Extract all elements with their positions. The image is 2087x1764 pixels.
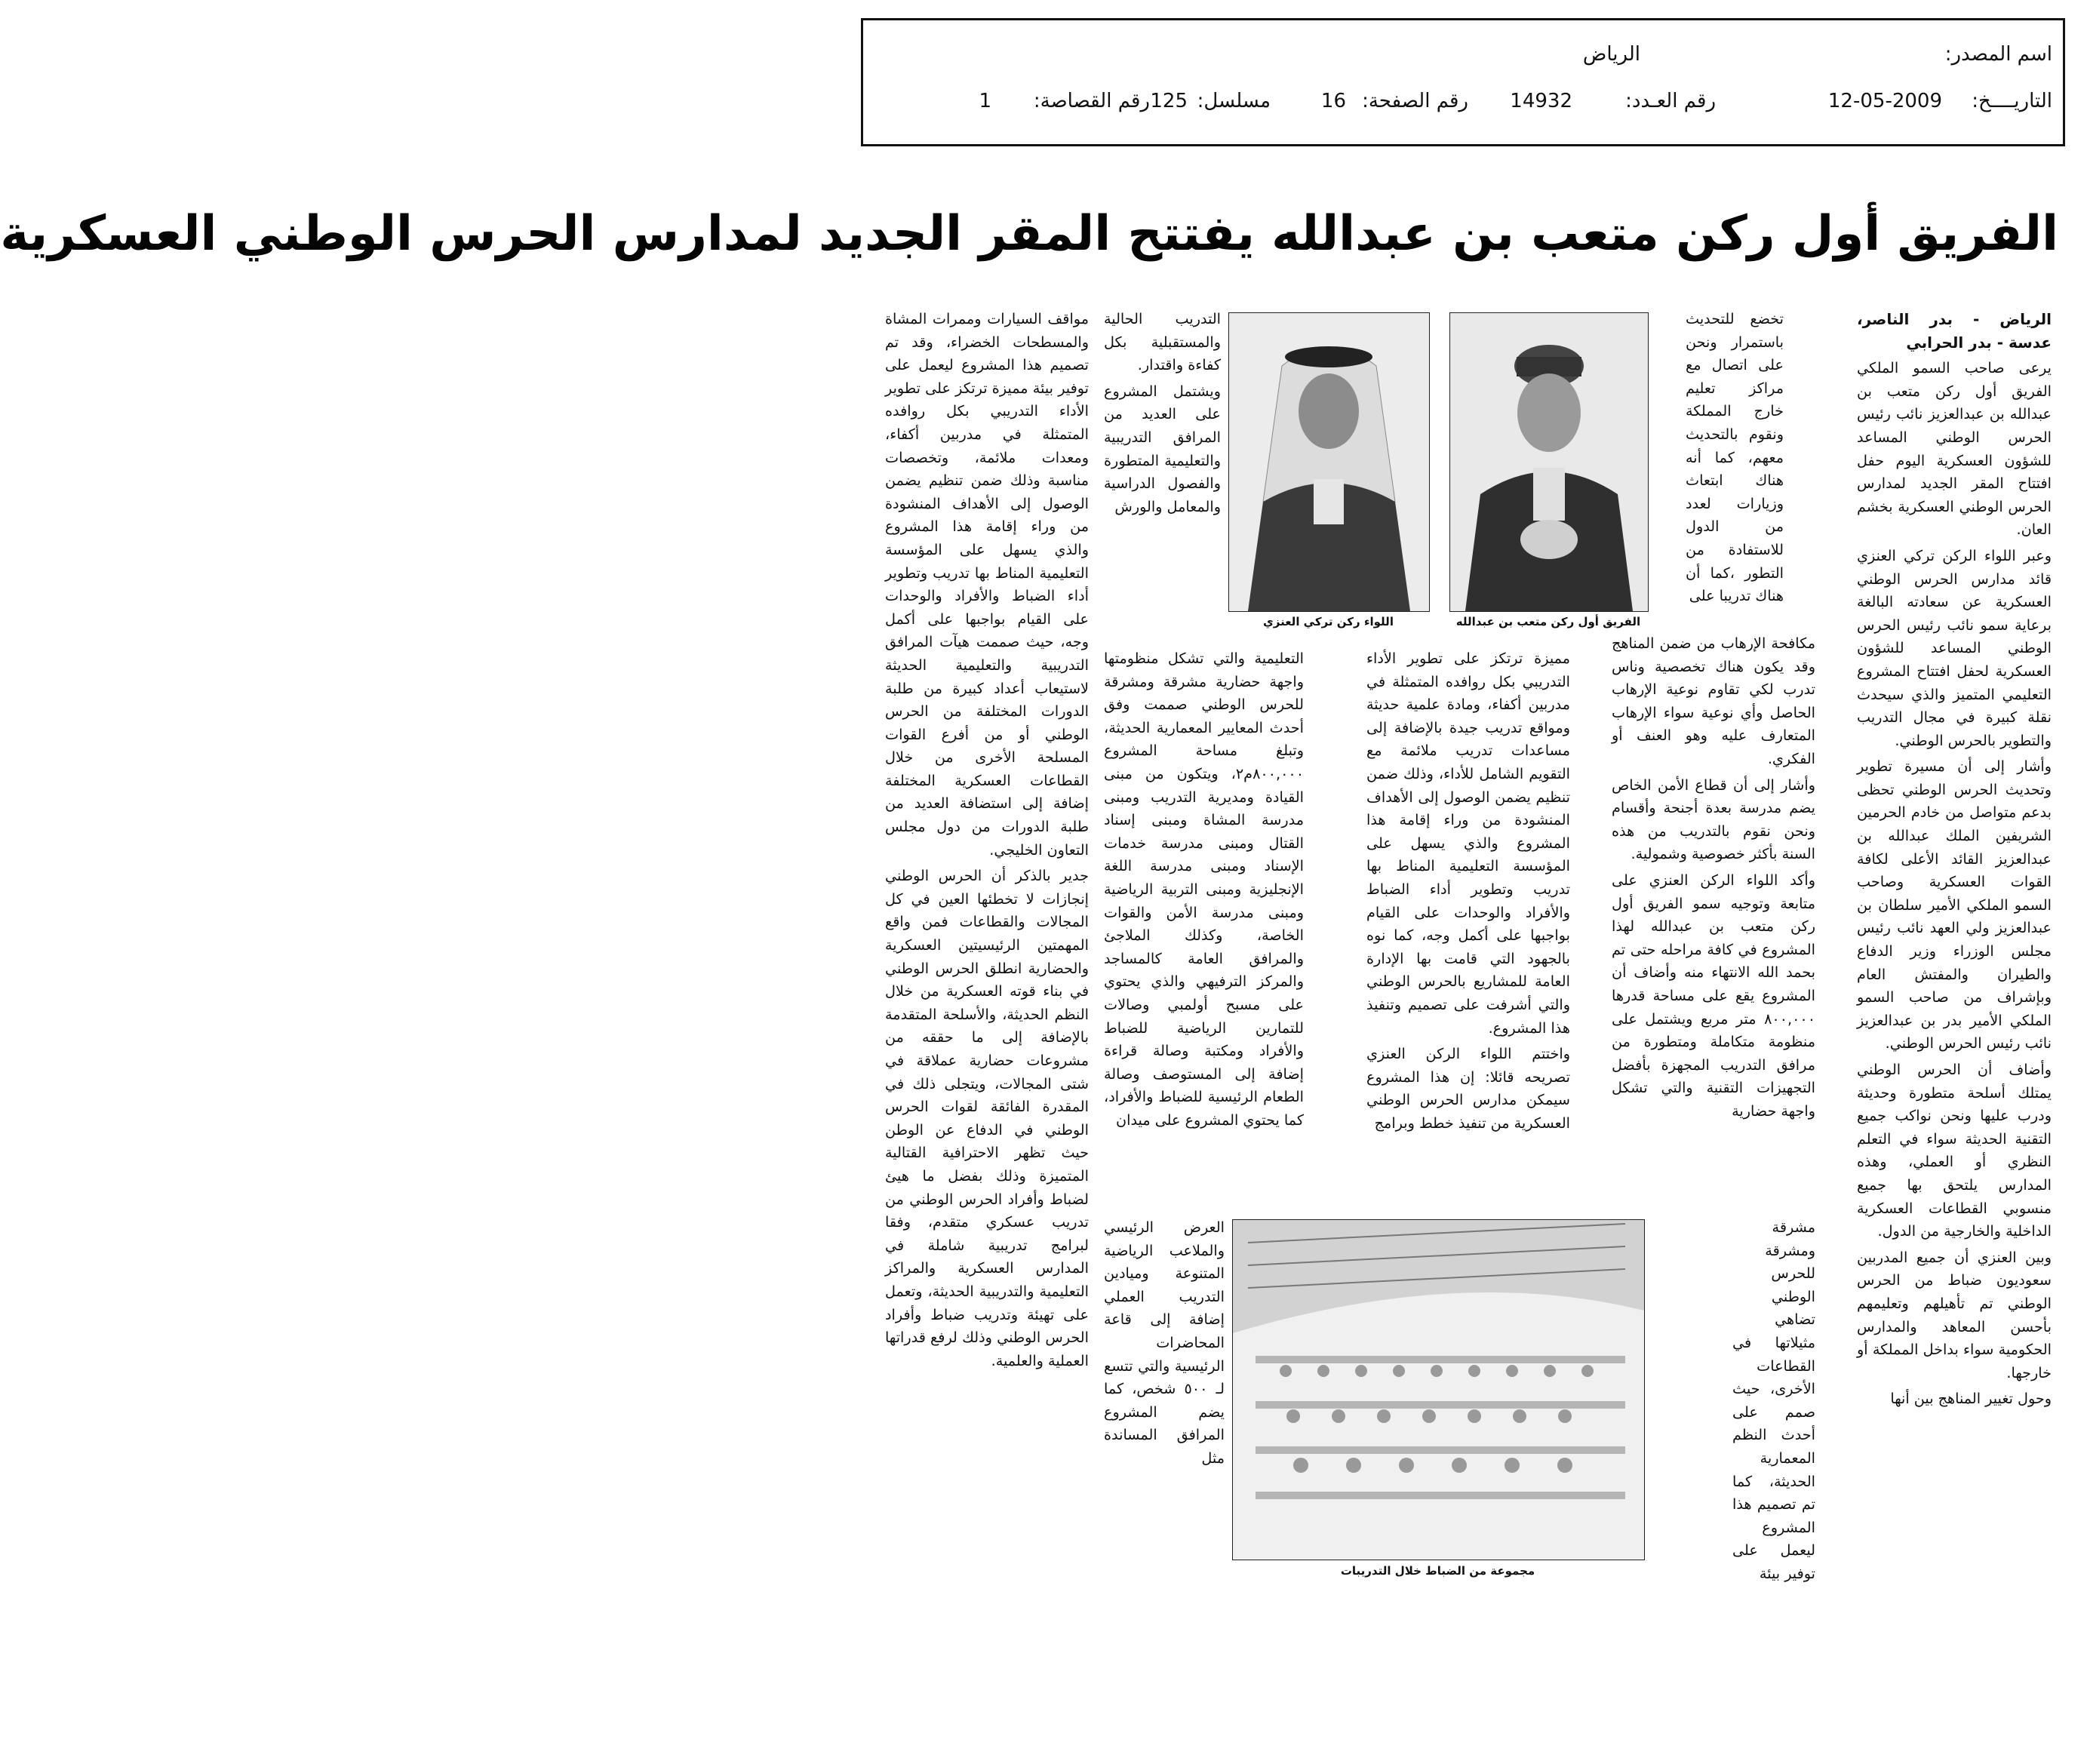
serial-value: 125 [1150,90,1188,112]
paragraph: وعبر اللواء الركن تركي العنزي قائد مدارس الحرس الوطني العسكرية عن سعادته البالغة برعاية سمو نائب رئيس الحرس الوطني المساعد للشؤون العسكرية لحفل افتتاح المشروع التعليمي المتميز والذي سيحدث نقلة كبيرة في مجال التدريب والتطوير بالحرس الوطني. [1857,546,2052,749]
article-byline: الرياض - بدر الناصر، عدسة - بدر الحرابي [1857,310,2052,352]
clip-label: رقم القصاصة: [1033,90,1150,112]
paragraph: ويشتمل المشروع على العديد من المرافق التدريبية والتعليمية المتطورة والفصول الدراسية والمعامل والورش [1104,382,1221,515]
article-column-2-bottom [1732,1216,1815,1582]
article-column-4-top [1104,308,1221,640]
paragraph: وبين العنزي أن جميع المدربين سعوديون ضباط من الحرس الوطني تم تأهيلهم وتعليمهم بأحسن المعاهد والمدارس الحكومية سواء بداخل المملكة أو خارجها. [1857,1248,2052,1381]
source-value: الرياض [1582,43,1640,66]
page-value: 16 [1320,90,1346,112]
article-column-2-top [1686,308,1784,605]
article-headline: الفريق أول ركن متعب بن عبدالله يفتتح المقر الجديد لمدارس الحرس الوطني العسكرية [0,206,2058,262]
paragraph: التعليمية والتي تشكل منظومتها واجهة حضارية مشرقة ومشرقة للحرس الوطني صممت وفق أحدث المعايير المعمارية الحديثة، وتبلغ مساحة المشروع ٨٠٠,٠٠٠م٢، ويتكون من مبنى القيادة ومديرية التدريب ومبنى مدرسة المشاة ومبنى إسناد القتال ومبنى مدرسة خدمات الإسناد ومبنى مدرسة اللغة الإنجليزية ومبنى التربية الرياضية ومبنى مدرسة الأمن والقوات الخاصة، وكذلك الملاجئ والمرافق العامة كالمساجد والمركز الترفيهي والذي يحتوي على مسبح أولمبي وصالات للتمارين الرياضية للضباط والأفراد ومكتبة وصالة قراءة إضافة إلى المستوصف وصالة الطعام الرئيسية للضباط والأفراد، كما يحتوي المشروع على ميدان [1104,650,1304,1129]
article-column-4-mid [1104,647,1304,1213]
paragraph: مشرقة ومشرقة للحرس الوطني تضاهي مثيلاتها في القطاعات الأخرى، حيث صمم على أحدث النظم المعمارية الحديثة، كما تم تصميم هذا المشروع ليعمل على توفير بيئة [1732,1219,1815,1582]
paragraph: جدير بالذكر أن الحرس الوطني إنجازات لا تخطئها العين في كل المجالات والقطاعات فمن واقع المهمتين الرئيسيتين العسكرية والحضارية انطلق الحرس الوطني في بناء قوته العسكرية من خلال النظم الحديثة، والأسلحة المتقدمة بالإضافة إلى ما حققه من مشروعات حضارية عملاقة في شتى المجالات، ويتجلى ذلك في المقدرة الفائقة لقوات الحرس الوطني في الدفاع عن الوطن حيث تظهر الاحترافية القتالية المتميزة وذلك بفضل ما هيئ لضباط وأفراد الحرس الوطني من تدريب عسكري متقدم، وفقا لبرامج تدريبية شاملة في المدارس العسكرية والمراكز التعليمية والتدريبية الحديثة، وتعمل على تهيئة وتدريب ضباط وأفراد الحرس الوطني وذلك لرفع قدراتها العملية والعلمية. [885,867,1089,1369]
article-column-4-bottom [1104,1216,1225,1563]
paragraph: وأكد اللواء الركن العنزي على متابعة وتوجيه سمو الفريق أول ركن متعب بن عبدالله لهذا المشروع في كافة مراحله حتى تم بحمد الله الانتهاء منه وأضاف أن المشروع يقع على مساحة قدرها ٨٠٠,٠٠٠ متر مربع ويشتمل على منظومة متكاملة ومتطورة من مرافق التدريب المجهزة بأفضل التجهيزات التقنية والتي تشكل واجهة حضارية [1612,871,1815,1120]
page-label: رقم الصفحة: [1362,90,1468,112]
article-column-5 [885,308,1089,1560]
photo-mutaib [1449,312,1649,612]
paragraph: مميزة ترتكز على تطوير الأداء التدريبي بكل روافده المتمثلة في مدربين أكفاء، ومادة علمية حديثة ومواقع تدريب جيدة بالإضافة إلى مساعدات تدريب ملائمة مع التقويم الشامل للأداء، وذلك ضمن تنظيم يضمن الوصول إلى الأهداف المنشودة من وراء إقامة هذا المشروع والذي يسهل على المؤسسة التعليمية المناط بها تدريب وتطوير أداء الضباط والأفراد والوحدات على القيام بواجبها على أكمل وجه، كما نوه بالجهود التي قامت بها الإدارة العامة للمشاريع بالحرس الوطني والتي أشرفت على تصميم وتنفيذ هذا المشروع. [1366,650,1570,1037]
issue-value: 14932 [1510,90,1572,112]
paragraph: وحول تغيير المناهج بين أنها [1890,1390,2052,1408]
paragraph: وأضاف أن الحرس الوطني يمتلك أسلحة متطورة وحديثة ودرب عليها ونحن نواكب جميع التقنية الحديثة سواء في التعلم النظري أو العملي، وهذه المدارس يلتحق بها جميع منسوبي القطاعات العسكرية الداخلية والخارجية من الدول. [1857,1061,2052,1240]
paragraph: تخضع للتحديث باستمرار ونحن على اتصال مع مراكز تعليم خارج المملكة ونقوم بالتحديث معهم، كما أنه هناك ابتعاث وزيارات لعدد من الدول للاستفادة من التطور ،كما أن هناك تدريبا على [1686,310,1784,605]
source-label: اسم المصدر: [1944,43,2052,66]
photo-caption: اللواء ركن تركي العنزي [1263,615,1394,628]
paragraph: وأشار إلى أن مسيرة تطوير وتحديث الحرس الوطني تحظى بدعم متواصل من خادم الحرمين الشريفين الملك عبدالله بن عبدالعزيز القائد الأعلى لكافة القوات العسكرية وصاحب السمو الملكي الأمير سلطان بن عبدالعزيز ولي العهد نائب رئيس مجلس الوزراء وزير الدفاع والطيران والمفتش العام وبإشراف من صاحب السمو الملكي الأمير بدر بن عبدالعزيز نائب رئيس الحرس الوطني. [1857,758,2052,1053]
photo-officers-training [1232,1219,1645,1560]
date-label: التاريــــخ: [1972,90,2052,112]
clip-value: 1 [979,90,991,112]
paragraph: مكافحة الإرهاب من ضمن المناهج وقد يكون هناك تخصصية وناس تدرب لكي تقاوم نوعية الإرهاب الحاصل وأي نوعية سواء الإرهاب المتعارف عليه وهو العنف أو الفكري. [1612,635,1815,767]
article-column-1 [1857,308,2052,1560]
issue-label: رقم العـدد: [1625,90,1716,112]
paragraph: وأشار إلى أن قطاع الأمن الخاص يضم مدرسة بعدة أجنحة وأقسام ونحن نقوم بالتدريب من هذه السنة بأكثر خصوصية وشمولية. [1612,776,1815,863]
paragraph: مواقف السيارات وممرات المشاة والمسطحات الخضراء، وقد تم تصميم هذا المشروع ليعمل على توفير بيئة مميزة ترتكز على تطوير الأداء التدريبي بكل روافده المتمثلة في مدربين أكفاء، ومعدات ملائمة، وتخصصات مناسبة وذلك ضمن تنظيم يضمن الوصول إلى الأهداف المنشودة من وراء إقامة هذا المشروع والذي يسهل على المؤسسة التعليمية المناط بها تدريب وتطوير أداء الضباط والأفراد والوحدات على القيام بواجبها على أكمل وجه، حيث صممت هيآت المرافق التدريبية والتعليمية الحديثة لاستيعاب أعداد كبيرة من طلبة الدورات المختلفة من الحرس الوطني أو من أفرع القوات المسلحة الأخرى من خلال القطاعات العسكرية المختلفة إضافة إلى استضافة العديد من طلبة الدورات من دول مجلس التعاون الخليجي. [885,310,1089,859]
paragraph: التدريب الحالية والمستقبلية بكل كفاءة واقتدار. [1104,310,1221,374]
clipping-header [861,18,2065,146]
paragraph: يرعى صاحب السمو الملكي الفريق أول ركن متعب بن عبدالله بن عبدالعزيز نائب رئيس الحرس الوطني المساعد للشؤون العسكرية اليوم حفل افتتاح المقر الجديد لمدارس الحرس الوطني العسكرية بخشم العان. [1857,359,2052,539]
date-value: 12-05-2009 [1827,90,1942,112]
photo-alenazi [1228,312,1430,612]
photo-caption: الفريق أول ركن متعب بن عبدالله [1455,615,1641,628]
serial-label: مسلسل: [1197,90,1271,112]
paragraph: واختتم اللواء الركن العنزي تصريحه قائلا: إن هذا المشروع سيمكن مدارس الحرس الوطني العسكرية من تنفيذ خطط وبرامج [1366,1045,1570,1132]
article-column-3-mid [1366,647,1570,1221]
photo-caption: مجموعة من الضباط خلال التدريبات [1340,1564,1535,1578]
article-column-2-mid [1612,632,1815,1206]
paragraph: العرض الرئيسي والملاعب الرياضية المتنوعة وميادين التدريب العملي إضافة إلى قاعة المحاضرات الرئيسية والتي تتسع لـ ٥٠٠ شخص، كما يضم المشروع المرافق المساندة مثل [1104,1219,1225,1467]
